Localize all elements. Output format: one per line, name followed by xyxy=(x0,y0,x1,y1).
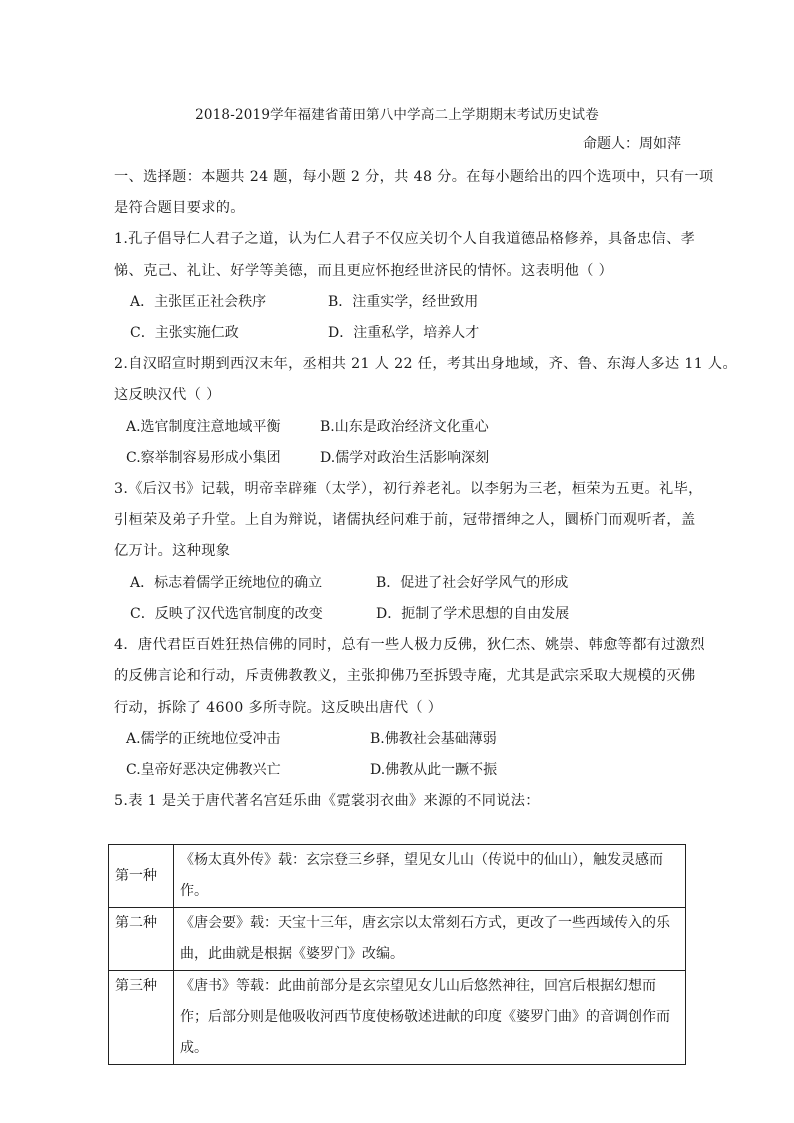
question-4-option-c: C.皇帝好恶决定佛教兴亡 xyxy=(126,762,281,778)
question-2-option-c: C.察举制容易形成小集团 xyxy=(126,450,281,466)
question-3-option-d: D．扼制了学术思想的自由发展 xyxy=(376,606,570,622)
question-3-option-b: B．促进了社会好学风气的形成 xyxy=(376,575,569,591)
table-row-label: 第一种 xyxy=(109,845,174,908)
question-3-line-2: 引桓荣及弟子升堂。上自为辩说，诸儒执经问难于前，冠带搢绅之人，圜桥门而观听者，盖 xyxy=(114,512,696,528)
question-4-option-a: A.儒学的正统地位受冲击 xyxy=(126,731,281,747)
question-4-line-3: 行动，拆除了 4600 多所寺院。这反映出唐代（ ） xyxy=(114,700,443,716)
question-3-option-a: A．标志着儒学正统地位的确立 xyxy=(130,575,323,591)
question-3-option-c: C．反映了汉代选官制度的改变 xyxy=(130,606,323,622)
author-line: 命题人：周如萍 xyxy=(583,136,681,152)
question-2-option-b: B.山东是政治经济文化重心 xyxy=(320,419,489,435)
question-1-option-c: C．主张实施仁政 xyxy=(130,325,239,341)
question-2-line-1: 2.自汉昭宣时期到西汉末年，丞相共 21 人 22 任，考其出身地域，齐、鲁、东海人多达 11 人。 xyxy=(114,356,738,372)
question-1-option-b: B．注重实学，经世致用 xyxy=(328,294,479,310)
question-1-line-1: 1.孔子倡导仁人君子之道，认为仁人君子不仅应关切个人自我道德品格修养，具备忠信、孝 xyxy=(114,231,696,247)
question-2-option-a: A.选官制度注意地域平衡 xyxy=(126,419,281,435)
table-row-text: 《杨太真外传》载：玄宗登三乡驿，望见女儿山（传说中的仙山），触发灵感而作。 xyxy=(174,845,686,908)
question-3-line-3: 亿万计。这种现象 xyxy=(114,543,231,559)
table-row-label: 第三种 xyxy=(109,971,174,1065)
question-3-line-1: 3.《后汉书》记载，明帝幸辟雍（太学），初行养老礼。以李躬为三老，桓荣为五更。礼毕， xyxy=(114,481,703,497)
question-1-option-d: D．注重私学，培养人才 xyxy=(328,325,480,341)
question-1-line-2: 悌、克己、礼让、好学等美德，而且更应怀抱经世济民的情怀。这表明他（ ） xyxy=(114,263,614,279)
table-row xyxy=(109,908,686,971)
section-instructions-line-1: 一、选择题：本题共 24 题，每小题 2 分，共 48 分。在每小题给出的四个选项中，只有一项 xyxy=(114,169,714,185)
table-row xyxy=(109,971,686,1065)
table-row-text: 《唐书》等载：此曲前部分是玄宗望见女儿山后悠然神往，回宫后根据幻想而作；后部分则是他吸收河西节度使杨敬述进献的印度《婆罗门曲》的音调创作而成。 xyxy=(174,971,686,1065)
section-instructions-line-2: 是符合题目要求的。 xyxy=(114,200,245,216)
table-row-label: 第二种 xyxy=(109,908,174,971)
question-5-line-1: 5.表 1 是关于唐代著名宫廷乐曲《霓裳羽衣曲》来源的不同说法： xyxy=(114,793,540,809)
question-4-option-b: B.佛教社会基础薄弱 xyxy=(370,731,497,747)
table-row-text: 《唐会要》载：天宝十三年，唐玄宗以太常刻石方式，更改了一些西域传入的乐曲，此曲就是根据《婆罗门》改编。 xyxy=(174,908,686,971)
table-row xyxy=(109,845,686,908)
music-origin-table xyxy=(108,844,686,1065)
question-4-line-1: 4．唐代君臣百姓狂热信佛的同时，总有一些人极力反佛，狄仁杰、姚崇、韩愈等都有过激烈 xyxy=(114,637,705,653)
question-4-option-d: D.佛教从此一蹶不振 xyxy=(370,762,498,778)
question-2-line-2: 这反映汉代（ ） xyxy=(114,387,221,403)
question-2-option-d: D.儒学对政治生活影响深刻 xyxy=(320,450,490,466)
exam-title: 2018-2019学年福建省莆田第八中学高二上学期期末考试历史试卷 xyxy=(195,107,599,123)
question-4-line-2: 的反佛言论和行动，斥责佛教教义，主张抑佛乃至拆毁寺庵，尤其是武宗采取大规模的灭佛 xyxy=(114,668,696,684)
question-1-option-a: A．主张匡正社会秩序 xyxy=(130,294,267,310)
